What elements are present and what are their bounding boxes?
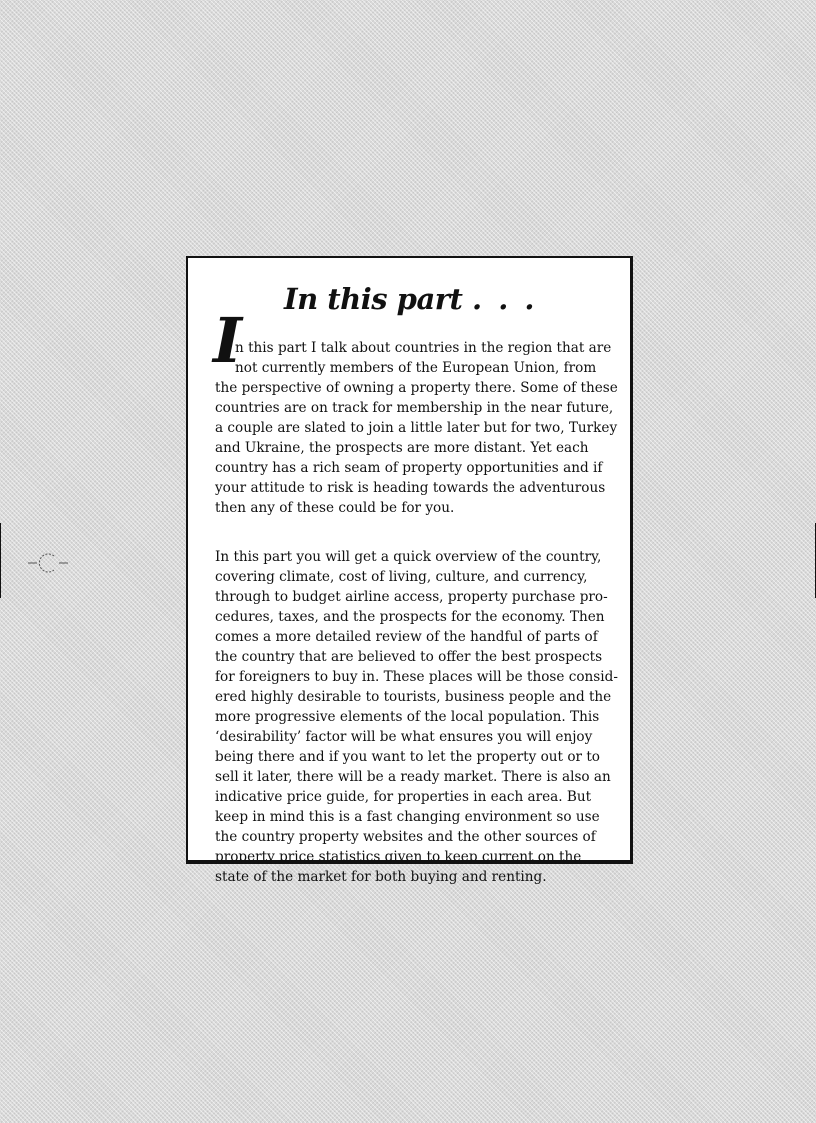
paragraph-line: state of the market for both buying and renting. <box>215 869 547 885</box>
part-heading-ellipsis: . . . <box>472 282 538 316</box>
paragraph-line: for foreigners to buy in. These places will be those consid- <box>215 669 618 685</box>
intro-paragraph <box>215 338 618 518</box>
paragraph-line: property price statistics given to keep current on the <box>215 849 582 865</box>
paragraph-line: cedures, taxes, and the prospects for the economy. Then <box>215 609 605 625</box>
paragraph-line: comes a more detailed review of the handful of parts of <box>215 629 598 645</box>
paragraph-line: indicative price guide, for properties in each area. But <box>215 789 592 805</box>
paragraph-line: the country that are believed to offer the best prospects <box>215 649 603 665</box>
paragraph-line: ‘desirability’ factor will be what ensures you will enjoy <box>215 729 593 745</box>
paragraph-line: In this part you will get a quick overview of the country, <box>215 549 602 565</box>
paragraph-line: the country property websites and the other sources of <box>215 829 596 845</box>
paragraph-line: sell it later, there will be a ready market. There is also an <box>215 769 611 785</box>
paragraph-line: keep in mind this is a fast changing environment so use <box>215 809 600 825</box>
paragraph-line: and Ukraine, the prospects are more distant. Yet each <box>215 440 589 456</box>
part-intro-panel <box>186 256 633 885</box>
paragraph-line: your attitude to risk is heading towards the adventurous <box>215 480 606 496</box>
paragraph-line: country has a rich seam of property opportunities and if <box>215 460 603 476</box>
paragraph-line: n this part I talk about countries in the region that are <box>235 340 612 356</box>
paragraph-line: more progressive elements of the local population. This <box>215 709 600 725</box>
paragraph-line: ered highly desirable to tourists, business people and the <box>215 689 612 705</box>
paragraph-line: through to budget airline access, property purchase pro- <box>215 589 608 605</box>
paragraph-line: a couple are slated to join a little later but for two, Turkey <box>215 420 618 436</box>
registration-mark-icon <box>28 552 68 574</box>
paragraph-line: not currently members of the European Union, from <box>235 360 597 376</box>
overview-paragraph <box>215 547 618 887</box>
part-heading-text: In this part <box>284 282 463 316</box>
paragraph-line: countries are on track for membership in the near future, <box>215 400 614 416</box>
part-heading <box>284 282 538 316</box>
paragraph-line: the perspective of owning a property there. Some of these <box>215 380 618 396</box>
crop-mark-left <box>0 523 1 598</box>
drop-cap: I <box>213 304 243 377</box>
paragraph-line: covering climate, cost of living, culture, and currency, <box>215 569 588 585</box>
paragraph-line: being there and if you want to let the property out or to <box>215 749 600 765</box>
paragraph-line: then any of these could be for you. <box>215 500 455 516</box>
